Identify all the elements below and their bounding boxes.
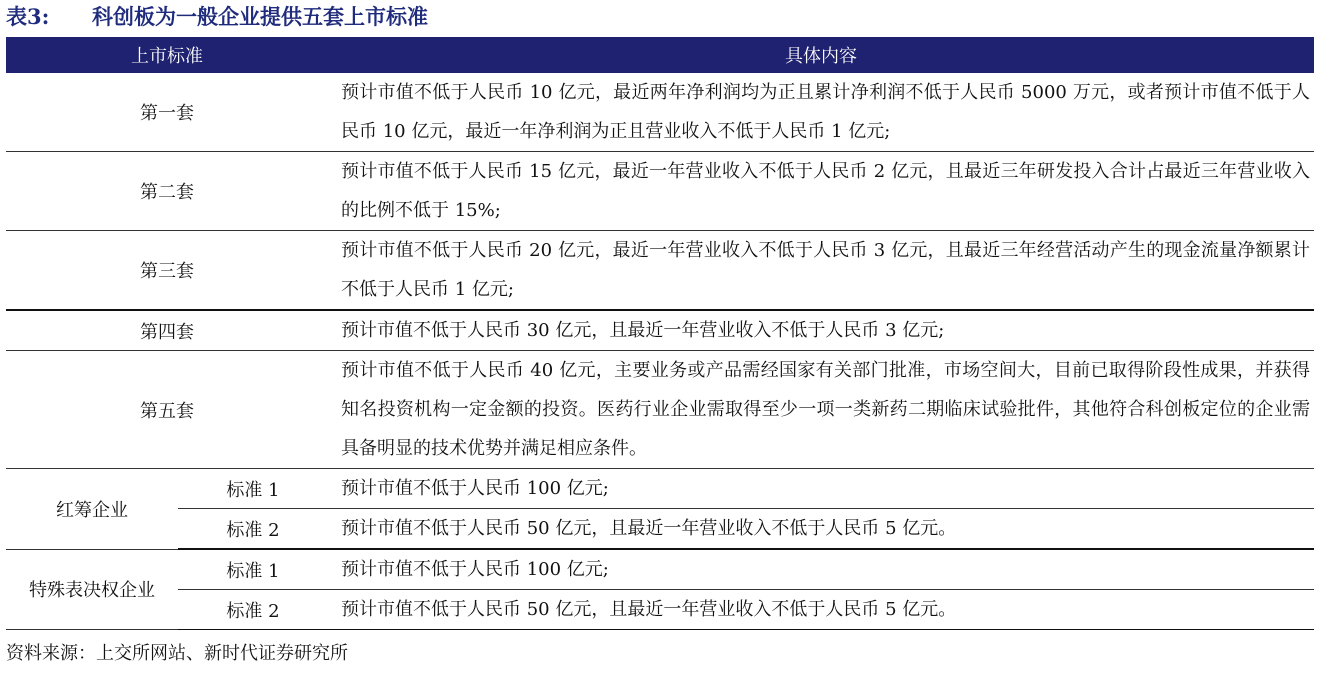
table-row [6, 310, 1314, 351]
content-cell: 预计市值不低于人民币 20 亿元，最近一年营业收入不低于人民币 3 亿元，且最近三年经营活动产生的现金流量净额累计不低于人民币 1 亿元; [328, 231, 1314, 311]
standard-cell: 第五套 [6, 351, 328, 469]
sub-standard-cell: 标准 2 [178, 590, 328, 630]
listing-standards-table [6, 37, 1314, 630]
table-row [6, 509, 1314, 550]
sub-standard-cell: 标准 1 [178, 469, 328, 509]
standard-cell: 第一套 [6, 73, 328, 152]
content-cell: 预计市值不低于人民币 30 亿元，且最近一年营业收入不低于人民币 3 亿元; [328, 310, 1314, 351]
table-row [6, 152, 1314, 231]
header-standard: 上市标准 [6, 37, 328, 73]
sub-standard-cell: 标准 1 [178, 549, 328, 590]
content-cell: 预计市值不低于人民币 15 亿元，最近一年营业收入不低于人民币 2 亿元，且最近三年研发投入合计占最近三年营业收入的比例不低于 15%; [328, 152, 1314, 231]
table-number: 表3: [6, 4, 50, 29]
group-name-cell: 红筹企业 [6, 469, 178, 550]
standard-cell: 第四套 [6, 310, 328, 351]
content-cell: 预计市值不低于人民币 40 亿元，主要业务或产品需经国家有关部门批准，市场空间大，目前已取得阶段性成果，并获得知名投资机构一定金额的投资。医药行业企业需取得至少一项一类新药二期临床试验批件，其他符合科创板定位的企业需具备明显的技术优势并满足相应条件。 [328, 351, 1314, 469]
sub-standard-cell: 标准 2 [178, 509, 328, 550]
table-row [6, 469, 1314, 509]
table-row [6, 231, 1314, 311]
content-cell: 预计市值不低于人民币 10 亿元，最近两年净利润均为正且累计净利润不低于人民币 5000 万元，或者预计市值不低于人民币 10 亿元，最近一年净利润为正且营业收入不低于人民币 1 亿元; [328, 73, 1314, 152]
group-name-cell: 特殊表决权企业 [6, 549, 178, 630]
standard-cell: 第三套 [6, 231, 328, 311]
table-row [6, 590, 1314, 630]
table-row [6, 73, 1314, 152]
table-title [6, 2, 428, 32]
table-caption: 科创板为一般企业提供五套上市标准 [92, 4, 428, 29]
header-row [6, 37, 1314, 73]
content-cell: 预计市值不低于人民币 100 亿元; [328, 469, 1314, 509]
table-row [6, 549, 1314, 590]
content-cell: 预计市值不低于人民币 100 亿元; [328, 549, 1314, 590]
header-content: 具体内容 [328, 37, 1314, 73]
source-note: 资料来源：上交所网站、新时代证券研究所 [6, 643, 348, 664]
content-cell: 预计市值不低于人民币 50 亿元，且最近一年营业收入不低于人民币 5 亿元。 [328, 590, 1314, 630]
standard-cell: 第二套 [6, 152, 328, 231]
table-row [6, 351, 1314, 469]
content-cell: 预计市值不低于人民币 50 亿元，且最近一年营业收入不低于人民币 5 亿元。 [328, 509, 1314, 550]
